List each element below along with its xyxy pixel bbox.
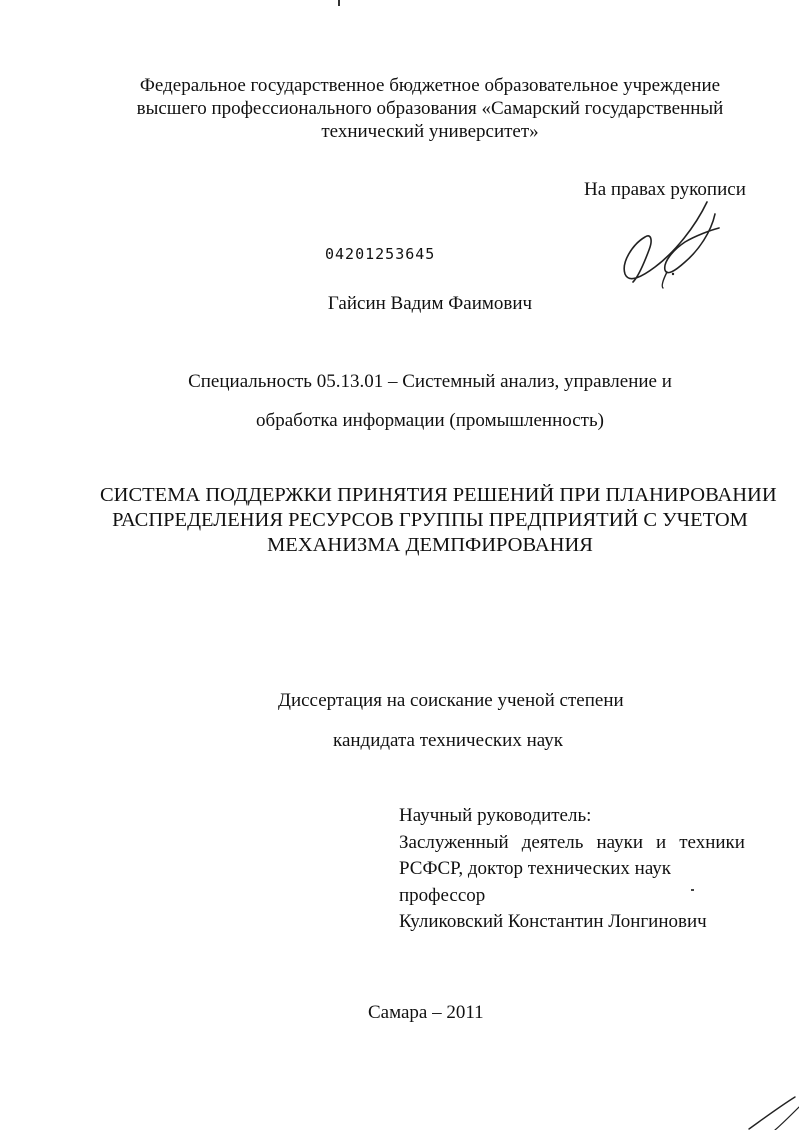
specialty-line-2: обработка информации (промышленность): [256, 410, 604, 431]
dissertation-title: [100, 483, 777, 558]
specialty-line-1: Специальность 05.13.01 – Системный анализ, управление и: [188, 371, 672, 392]
scan-mark: [338, 0, 340, 6]
institution-line-3: технический университет»: [321, 121, 539, 142]
author-name: Гайсин Вадим Фаимович: [327, 293, 533, 314]
advisor-name: Куликовский Константин Лонгинович: [399, 911, 707, 932]
inventory-number: 04201253645: [325, 245, 436, 263]
advisor-line-3: профессор: [399, 884, 486, 906]
title-line-2: РАСПРЕДЕЛЕНИЯ РЕСУРСОВ ГРУППЫ ПРЕДПРИЯТИЙ С УЧЕТОМ: [112, 509, 748, 531]
advisor-line-1: [399, 830, 745, 857]
advisor-word: техники: [679, 831, 745, 853]
manuscript-note: На правах рукописи: [584, 179, 746, 200]
institution-line-1: Федеральное государственное бюджетное образовательное учреждение: [139, 75, 721, 96]
advisor-label: Научный руководитель:: [399, 805, 592, 826]
title-line-1: СИСТЕМА ПОДДЕРЖКИ ПРИНЯТИЯ РЕШЕНИЙ ПРИ ПЛАНИРОВАНИИ: [100, 484, 777, 506]
degree-line-2: кандидата технических наук: [333, 730, 563, 751]
institution-header: [100, 74, 760, 143]
ink-dot: [691, 889, 694, 891]
advisor-word: Заслуженный: [399, 831, 509, 853]
pen-stroke-icon: [745, 1095, 799, 1130]
institution-line-2: высшего профессионального образования «Самарский государственный: [136, 98, 724, 119]
advisor-word: деятель: [521, 831, 584, 853]
advisor-word: и: [656, 831, 667, 853]
degree-line-1: Диссертация на соискание ученой степени: [278, 690, 624, 711]
city-year: Самара – 2011: [368, 1002, 484, 1023]
scientific-advisor: [399, 803, 745, 936]
title-line-3: МЕХАНИЗМА ДЕМПФИРОВАНИЯ: [267, 534, 593, 556]
signature-icon: [615, 192, 735, 292]
advisor-line-2: РСФСР, доктор технических наук: [399, 858, 672, 879]
advisor-word: науки: [596, 831, 644, 853]
